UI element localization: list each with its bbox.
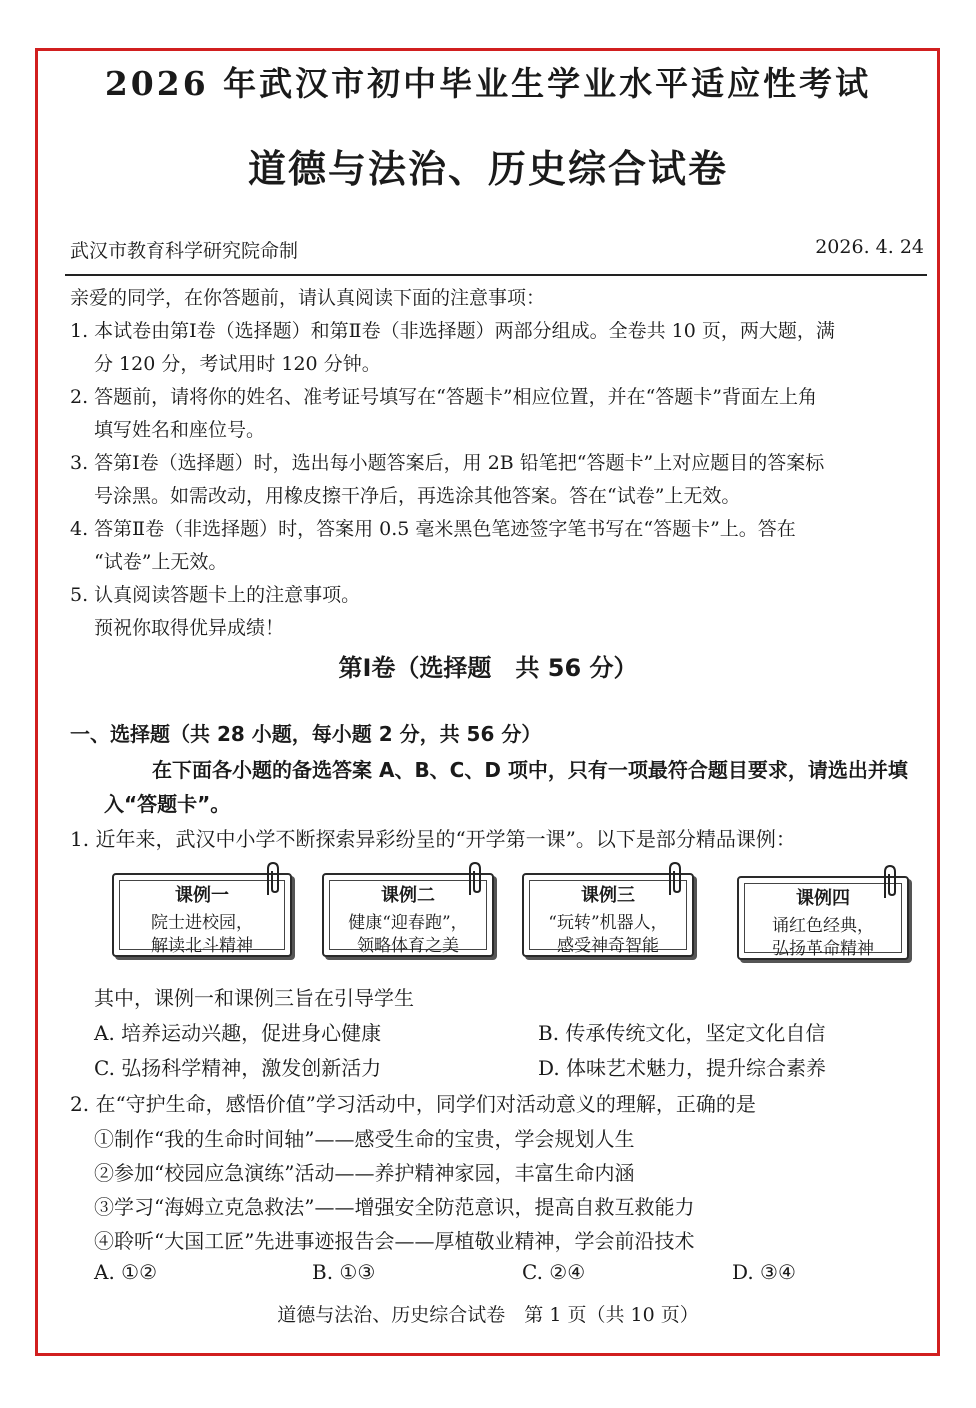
q1-option-a: A. 培养运动兴趣，促进身心健康 [94,1021,382,1045]
card-line1: 健康“迎春跑”， [348,913,468,933]
q2-option-c: C. ②④ [522,1260,586,1284]
notice-item-1-line2: 分 120 分，考试用时 120 分钟。 [94,353,381,375]
q1-card-3 [522,873,694,957]
q1-option-c: C. 弘扬科学精神，激发创新活力 [94,1056,382,1080]
card-title: 课例三 [581,885,635,906]
card-line2: 感受神奇智能 [557,936,659,956]
q2-item-4: ④聆听“大国工匠”先进事迹报告会——厚植敬业精神，学会前沿技术 [94,1229,695,1253]
card-line1: 院士进校园， [151,913,253,933]
q1-prompt: 其中，课例一和课例三旨在引导学生 [94,986,414,1010]
issuer: 武汉市教育科学研究院命制 [70,240,299,262]
q1-option-d: D. 体味艺术魅力，提升综合素养 [538,1056,827,1080]
notice-item-2-line1: 2. 答题前，请将你的姓名、准考证号填写在“答题卡”相应位置，并在“答题卡”背面左上角 [70,386,818,408]
card-title: 课例四 [796,888,850,909]
card-line2: 解读北斗精神 [151,936,253,956]
q2-option-b: B. ①③ [312,1260,376,1284]
q1-card-1 [112,873,292,957]
q2-stem: 2. 在“守护生命，感悟价值”学习活动中，同学们对活动意义的理解，正确的是 [70,1092,756,1116]
card-title: 课例二 [381,885,435,906]
header-rule [65,274,927,276]
notice-item-1-line1: 1. 本试卷由第Ⅰ卷（选择题）和第Ⅱ卷（非选择题）两部分组成。全卷共 10 页，两大题，满 [70,320,835,342]
notice-item-4-line1: 4. 答第Ⅱ卷（非选择题）时，答案用 0.5 毫米黑色笔迹签字笔书写在“答题卡”上。答在 [70,518,796,540]
exam-date: 2026. 4. 24 [815,236,924,258]
q1-card-2 [322,873,494,957]
page-footer: 道德与法治、历史综合试卷 第 1 页（共 10 页） [277,1304,699,1326]
card-line1: “玩转”机器人， [548,913,668,933]
q1-stem: 1. 近年来，武汉中小学不断探索异彩纷呈的“开学第一课”。以下是部分精品课例： [70,827,796,851]
q2-option-d: D. ③④ [732,1260,796,1284]
q2-item-2: ②参加“校园应急演练”活动——养护精神家园，丰富生命内涵 [94,1161,635,1185]
q2-item-1: ①制作“我的生命时间轴”——感受生命的宝贵，学会规划人生 [94,1127,635,1151]
notice-item-2-line2: 填写姓名和座位号。 [94,419,266,441]
notice-item-3-line2: 号涂黑。如需改动，用橡皮擦干净后，再选涂其他答案。答在“试卷”上无效。 [94,485,741,507]
q2-option-a: A. ①② [94,1260,158,1284]
notice-wish: 预祝你取得优异成绩！ [94,617,285,639]
card-line2: 弘扬革命精神 [772,939,874,959]
exam-title: 2026 年武汉市初中毕业生学业水平适应性考试 [104,64,872,103]
section-heading: 一、选择题（共 28 小题，每小题 2 分，共 56 分） [70,722,542,746]
section-instruction-line1: 在下面各小题的备选答案 A、B、C、D 项中，只有一项最符合题目要求，请选出并填 [152,758,908,782]
notice-item-4-line2: “试卷”上无效。 [94,551,228,573]
card-line1: 诵红色经典， [772,916,874,936]
q2-item-3: ③学习“海姆立克急救法”——增强安全防范意识，提高自救互救能力 [94,1195,695,1219]
card-title: 课例一 [175,885,229,906]
q1-card-4 [737,876,909,960]
card-line2: 领略体育之美 [357,936,459,956]
notice-item-3-line1: 3. 答第Ⅰ卷（选择题）时，选出每小题答案后，用 2B 铅笔把“答题卡”上对应题目的答案标 [70,452,825,474]
q1-option-b: B. 传承传统文化，坚定文化自信 [538,1021,826,1045]
section-instruction-line2: 入“答题卡”。 [104,792,231,816]
volume-heading: 第Ⅰ卷（选择题 共 56 分） [338,654,638,682]
notice-greeting: 亲爱的同学，在你答题前，请认真阅读下面的注意事项： [70,287,546,309]
notice-item-5: 5. 认真阅读答题卡上的注意事项。 [70,584,361,606]
paper-title: 道德与法治、历史综合试卷 [247,147,728,191]
